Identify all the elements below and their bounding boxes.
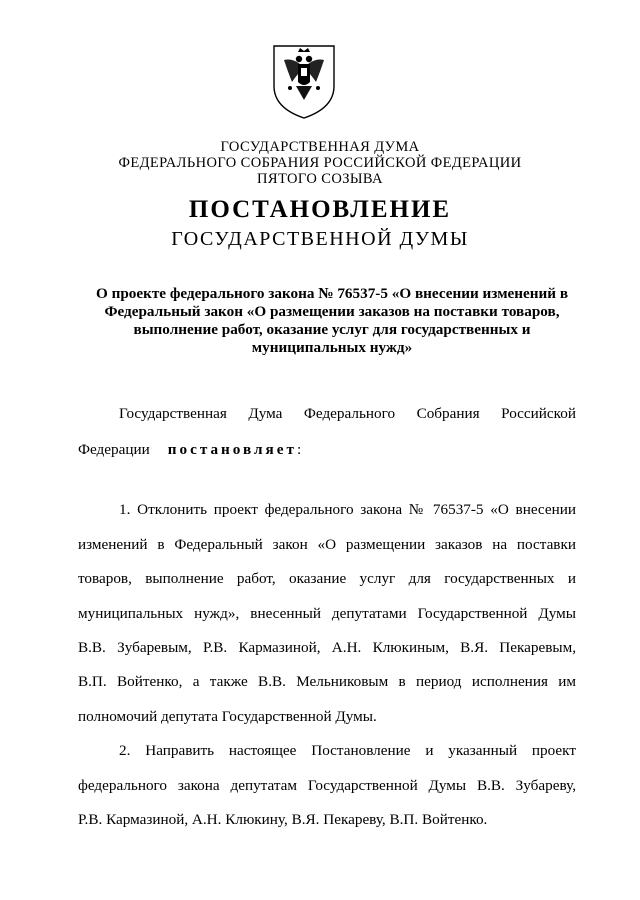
header-line-1: ГОСУДАРСТВЕННАЯ ДУМА [220,139,420,155]
coat-of-arms-emblem [270,42,338,120]
preamble-verb: постановляет [167,441,297,458]
item2-line-1: 2. Направить настоящее Постановление и указанный проект [119,742,576,759]
item1-line-3: товаров, выполнение работ, оказание услуг для государственных и [78,570,576,587]
item1-line-4: муниципальных нужд», внесенный депутатами Государственной Думы [78,605,576,622]
document-title: ПОСТАНОВЛЕНИЕ [188,196,452,223]
preamble-federation: Федерации [78,441,150,458]
header-line-2: ФЕДЕРАЛЬНОГО СОБРАНИЯ РОССИЙСКОЙ ФЕДЕРАЦИИ [118,155,522,171]
subject-line-3: выполнение работ, оказание услуг для государственных и [133,321,531,338]
subject-line-4: муниципальных нужд» [251,339,413,356]
subject-line-1: О проекте федерального закона № 76537-5 «О внесении изменений в [95,285,569,302]
subject-line-2: Федеральный закон «О размещении заказов на поставки товаров, [104,303,560,320]
document-subtitle: ГОСУДАРСТВЕННОЙ ДУМЫ [171,228,469,250]
item1-line-5: В.В. Зубаревым, Р.В. Кармазиной, А.Н. Клюкиным, В.Я. Пекаревым, [78,639,576,656]
item1-line-1: 1. Отклонить проект федерального закона № 76537-5 «О внесении [119,501,576,518]
item1-line-2: изменений в Федеральный закон «О размещении заказов на поставки [78,536,576,553]
preamble-line-2 [78,441,301,459]
item1-line-6: В.П. Войтенко, а также В.В. Мельниковым в период исполнения им [78,673,576,690]
item2-line-3: Р.В. Кармазиной, А.Н. Клюкину, В.Я. Пекареву, В.П. Войтенко. [78,811,488,828]
item2-line-2: федерального закона депутатам Государственной Думы В.В. Зубареву, [78,777,576,794]
header-line-3: ПЯТОГО СОЗЫВА [257,171,383,187]
item1-line-7: полномочий депутата Государственной Думы. [78,708,377,725]
preamble-colon: : [296,441,302,458]
preamble-line-1: Государственная Дума Федерального Собрания Российской [119,405,576,422]
